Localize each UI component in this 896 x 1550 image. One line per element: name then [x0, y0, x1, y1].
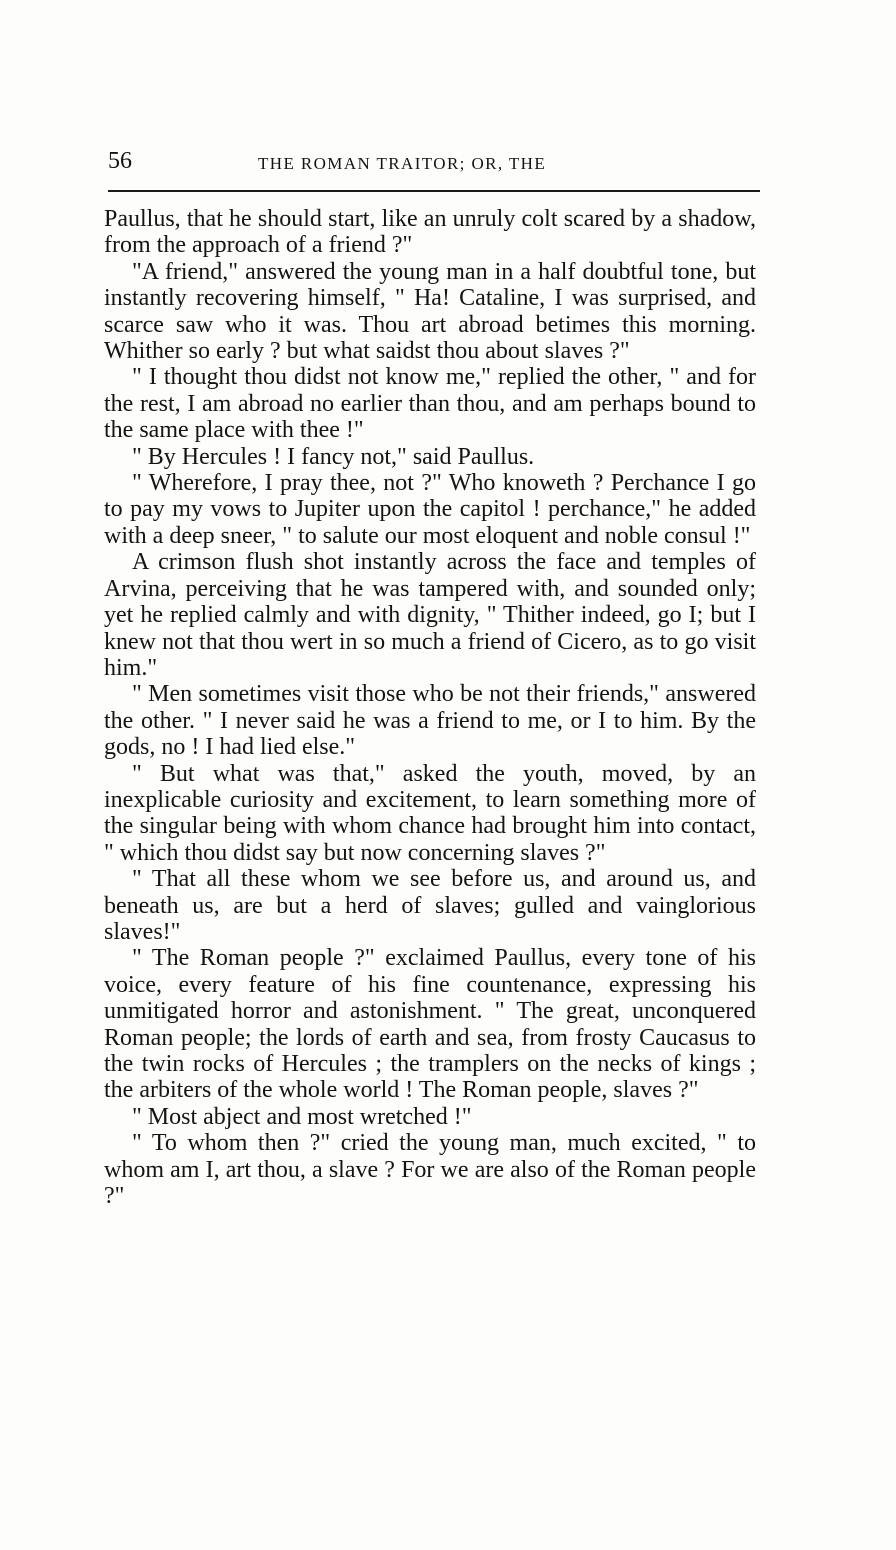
- page-number: 56: [108, 148, 132, 174]
- running-title: THE ROMAN TRAITOR; OR, THE: [258, 154, 547, 173]
- paragraph: " By Hercules ! I fancy not," said Paullus.: [132, 443, 535, 470]
- paragraph: " Wherefore, I pray thee, not ?" Who knoweth ? Perchance I go to pay my vows to Jupiter upon the capitol ! perchance," he added with a deep sneer, " to salute our most eloquent and noble consul !": [104, 470, 756, 549]
- body-text: [104, 206, 756, 1209]
- paragraph: " I thought thou didst not know me," replied the other, " and for the rest, I am abroad no earlier than thou, and am perhaps bound to the same place with thee !": [104, 364, 756, 444]
- paragraph: "A friend," answered the young man in a half doubtful tone, but instantly recovering himself, " Ha! Cataline, I was surprised, and scarce saw who it was. Thou art abroad betimes this morning. Whither so early ? but what saidst thou about slaves ?": [104, 258, 756, 365]
- paragraph: Paullus, that he should start, like an unruly colt scared by a shadow, from the approach of a friend ?": [104, 206, 756, 259]
- paragraph: " The Roman people ?" exclaimed Paullus, every tone of his voice, every feature of his fine countenance, expressing his unmitigated horror and astonishment. " The great, unconquered Roman people; the lords of earth and sea, from frosty Caucasus to the twin rocks of Hercules ; the tramplers on the necks of kings ; the arbiters of the whole world ! The Roman people, slaves ?": [104, 945, 756, 1104]
- paragraph: " But what was that," asked the youth, moved, by an inexplicable curiosity and excitement, to learn something more of the singular being with whom chance had brought him into contact, " which thou didst say but now concerning slaves ?": [104, 760, 756, 866]
- paragraph: " To whom then ?" cried the young man, much excited, " to whom am I, art thou, a slave ? For we are also of the Roman people ?": [104, 1130, 756, 1210]
- paragraph: " That all these whom we see before us, and around us, and beneath us, are but a herd of slaves; gulled and vainglorious slaves!": [104, 866, 756, 945]
- header-rule: [108, 190, 760, 192]
- paragraph: " Men sometimes visit those who be not their friends," answered the other. " I never said he was a friend to me, or I to him. By the gods, no ! I had lied else.": [104, 681, 756, 761]
- paragraph: " Most abject and most wretched !": [132, 1103, 472, 1130]
- page-header: [108, 146, 756, 186]
- paragraph: A crimson flush shot instantly across the face and temples of Arvina, perceiving that he was tampered with, and sounded only; yet he replied calmly and with dignity, " Thither indeed, go I; but I knew not that thou wert in so much a friend of Cicero, as to go visit him.": [104, 549, 756, 681]
